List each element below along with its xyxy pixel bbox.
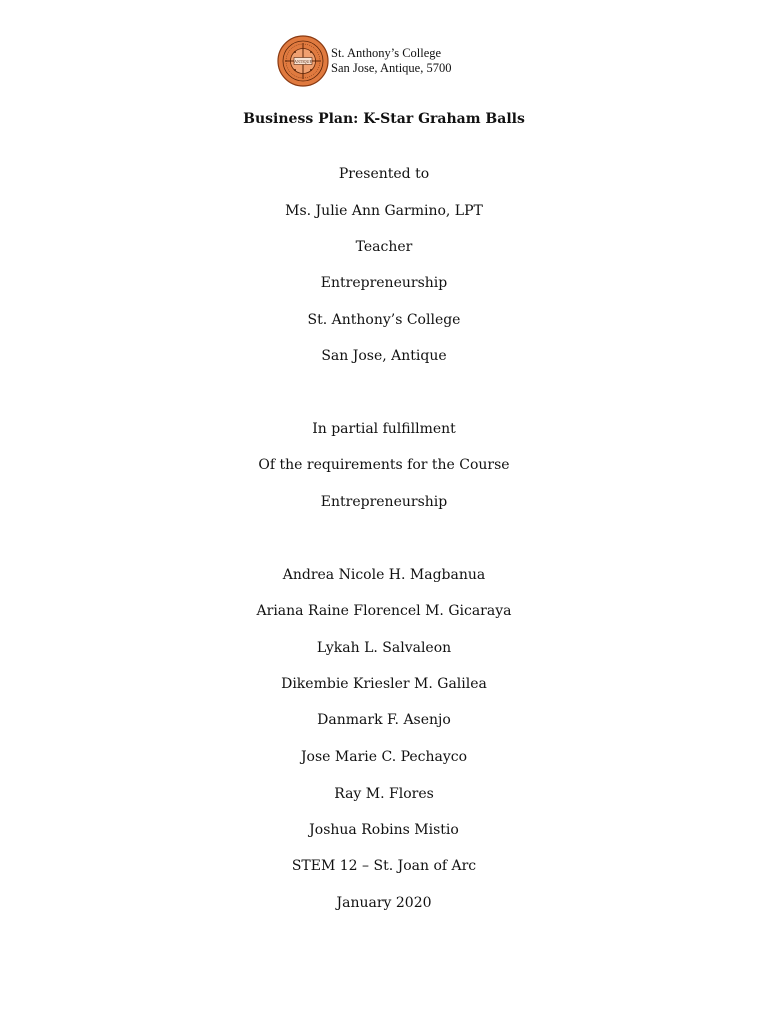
fulfillment-line-2: Of the requirements for the Course [258, 457, 510, 473]
header-text-block [331, 46, 451, 76]
subject: Entrepreneurship [320, 275, 448, 291]
document-title: Business Plan: K-Star Graham Balls [243, 111, 525, 127]
teacher-position: Teacher [355, 239, 413, 255]
fulfillment-line-1: In partial fulfillment [312, 421, 456, 437]
school-location: San Jose, Antique [321, 348, 447, 364]
author-name: Joshua Robins Mistio [309, 822, 459, 838]
teacher-name: Ms. Julie Ann Garmino, LPT [285, 203, 483, 219]
school-address: San Jose, Antique, 5700 [331, 61, 452, 75]
svg-text:ANTIQUE: ANTIQUE [294, 59, 312, 64]
author-name: Ray M. Flores [334, 786, 434, 802]
author-name: Andrea Nicole H. Magbanua [282, 567, 486, 583]
author-name: Danmark F. Asenjo [317, 712, 451, 728]
school-name: St. Anthony’s College [331, 46, 442, 60]
author-name: Lykah L. Salvaleon [316, 640, 452, 656]
class-section: STEM 12 – St. Joan of Arc [291, 858, 477, 874]
presented-to-label: Presented to [338, 166, 430, 182]
submission-date: January 2020 [336, 895, 432, 911]
author-name: Dikembie Kriesler M. Galilea [281, 676, 487, 692]
author-name: Ariana Raine Florencel M. Gicaraya [256, 603, 512, 619]
college-seal-logo [277, 35, 329, 87]
author-name: Jose Marie C. Pechayco [300, 749, 468, 765]
school-name-line: St. Anthony’s College [307, 312, 461, 328]
course-name: Entrepreneurship [320, 494, 448, 510]
document-header [277, 35, 537, 89]
